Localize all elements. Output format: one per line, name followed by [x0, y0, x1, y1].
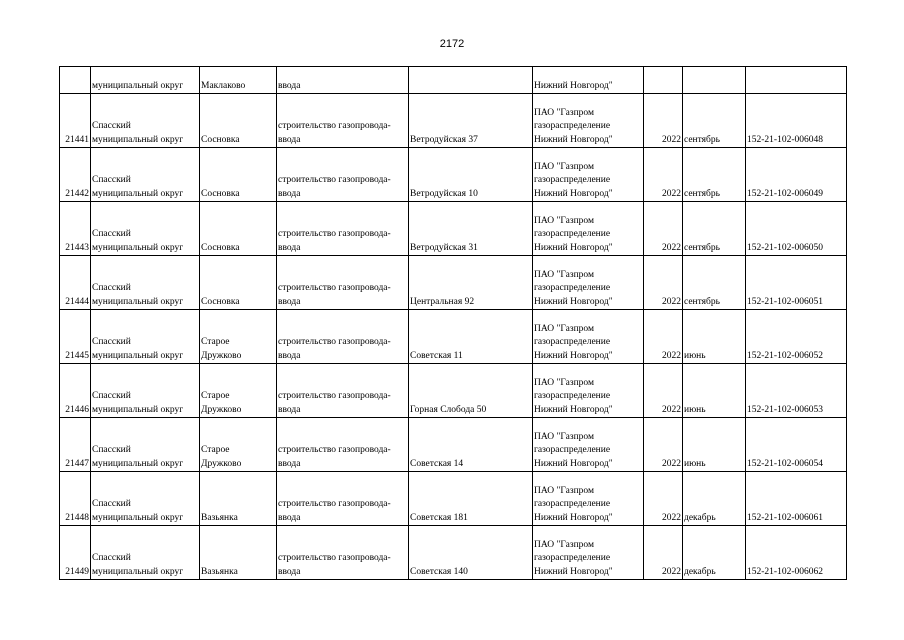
cell-locality: Маклаково [200, 67, 277, 94]
cell-district: Спасский муниципальный округ [91, 310, 200, 364]
cell-locality: Старое Дружково [200, 364, 277, 418]
cell-month [683, 67, 746, 94]
cell-year: 2022 [644, 472, 683, 526]
cell-num: 21442 [60, 148, 91, 202]
cell-locality: Сосновка [200, 202, 277, 256]
table-row [60, 67, 847, 94]
cell-code: 152-21-102-006053 [746, 364, 847, 418]
cell-org: ПАО "Газпром газораспределение Нижний Новгород" [533, 202, 644, 256]
cell-code: 152-21-102-006054 [746, 418, 847, 472]
cell-code: 152-21-102-006050 [746, 202, 847, 256]
cell-code: 152-21-102-006061 [746, 472, 847, 526]
page-number: 2172 [439, 38, 465, 50]
table-body [60, 67, 847, 580]
cell-num: 21445 [60, 310, 91, 364]
cell-num: 21441 [60, 94, 91, 148]
cell-org: ПАО "Газпром газораспределение Нижний Новгород" [533, 364, 644, 418]
table-row [60, 472, 847, 526]
cell-district: Спасский муниципальный округ [91, 94, 200, 148]
cell-address: Советская 11 [409, 310, 533, 364]
cell-address: Горная Слобода 50 [409, 364, 533, 418]
cell-year: 2022 [644, 364, 683, 418]
cell-year: 2022 [644, 94, 683, 148]
cell-month: июнь [683, 418, 746, 472]
table-row [60, 364, 847, 418]
cell-month: июнь [683, 310, 746, 364]
cell-org: ПАО "Газпром газораспределение Нижний Новгород" [533, 418, 644, 472]
cell-work: строительство газопровода- ввода [277, 202, 409, 256]
cell-work: строительство газопровода- ввода [277, 364, 409, 418]
cell-num: 21449 [60, 526, 91, 580]
cell-year [644, 67, 683, 94]
cell-num: 21444 [60, 256, 91, 310]
cell-code: 152-21-102-006049 [746, 148, 847, 202]
cell-month: июнь [683, 364, 746, 418]
cell-locality: Сосновка [200, 94, 277, 148]
cell-month: сентябрь [683, 256, 746, 310]
cell-month: сентябрь [683, 94, 746, 148]
cell-district: муниципальный округ [91, 67, 200, 94]
cell-locality: Вазьянка [200, 472, 277, 526]
cell-code: 152-21-102-006048 [746, 94, 847, 148]
cell-org: ПАО "Газпром газораспределение Нижний Новгород" [533, 94, 644, 148]
cell-num: 21446 [60, 364, 91, 418]
cell-work: строительство газопровода- ввода [277, 472, 409, 526]
cell-num: 21443 [60, 202, 91, 256]
cell-address: Советская 181 [409, 472, 533, 526]
cell-month: декабрь [683, 472, 746, 526]
cell-org: Нижний Новгород" [533, 67, 644, 94]
cell-work: строительство газопровода- ввода [277, 418, 409, 472]
cell-district: Спасский муниципальный округ [91, 256, 200, 310]
cell-district: Спасский муниципальный округ [91, 364, 200, 418]
cell-address: Советская 14 [409, 418, 533, 472]
table-row [60, 94, 847, 148]
cell-district: Спасский муниципальный округ [91, 526, 200, 580]
cell-org: ПАО "Газпром газораспределение Нижний Новгород" [533, 472, 644, 526]
cell-district: Спасский муниципальный округ [91, 202, 200, 256]
table-row [60, 148, 847, 202]
cell-org: ПАО "Газпром газораспределение Нижний Новгород" [533, 310, 644, 364]
cell-code: 152-21-102-006051 [746, 256, 847, 310]
cell-work: строительство газопровода- ввода [277, 526, 409, 580]
cell-address: Советская 140 [409, 526, 533, 580]
cell-code [746, 67, 847, 94]
cell-address: Ветродуйская 10 [409, 148, 533, 202]
cell-work: строительство газопровода- ввода [277, 256, 409, 310]
cell-year: 2022 [644, 202, 683, 256]
cell-locality: Старое Дружково [200, 418, 277, 472]
table-row [60, 202, 847, 256]
cell-year: 2022 [644, 256, 683, 310]
cell-year: 2022 [644, 148, 683, 202]
cell-num: 21448 [60, 472, 91, 526]
cell-year: 2022 [644, 526, 683, 580]
cell-address: Центральная 92 [409, 256, 533, 310]
cell-address: Ветродуйская 37 [409, 94, 533, 148]
cell-locality: Сосновка [200, 256, 277, 310]
cell-num: 21447 [60, 418, 91, 472]
cell-org: ПАО "Газпром газораспределение Нижний Новгород" [533, 148, 644, 202]
cell-address: Ветродуйская 31 [409, 202, 533, 256]
cell-num [60, 67, 91, 94]
cell-district: Спасский муниципальный округ [91, 418, 200, 472]
cell-month: сентябрь [683, 148, 746, 202]
cell-work: ввода [277, 67, 409, 94]
cell-district: Спасский муниципальный округ [91, 148, 200, 202]
cell-org: ПАО "Газпром газораспределение Нижний Новгород" [533, 526, 644, 580]
cell-work: строительство газопровода- ввода [277, 94, 409, 148]
cell-locality: Вазьянка [200, 526, 277, 580]
cell-year: 2022 [644, 310, 683, 364]
cell-locality: Сосновка [200, 148, 277, 202]
table-row [60, 418, 847, 472]
cell-month: сентябрь [683, 202, 746, 256]
table-row [60, 526, 847, 580]
cell-work: строительство газопровода- ввода [277, 310, 409, 364]
cell-org: ПАО "Газпром газораспределение Нижний Новгород" [533, 256, 644, 310]
cell-code: 152-21-102-006062 [746, 526, 847, 580]
cell-district: Спасский муниципальный округ [91, 472, 200, 526]
cell-work: строительство газопровода- ввода [277, 148, 409, 202]
table-row [60, 310, 847, 364]
registry-table [59, 66, 847, 580]
cell-year: 2022 [644, 418, 683, 472]
cell-locality: Старое Дружково [200, 310, 277, 364]
cell-month: декабрь [683, 526, 746, 580]
cell-address [409, 67, 533, 94]
table-row [60, 256, 847, 310]
cell-code: 152-21-102-006052 [746, 310, 847, 364]
